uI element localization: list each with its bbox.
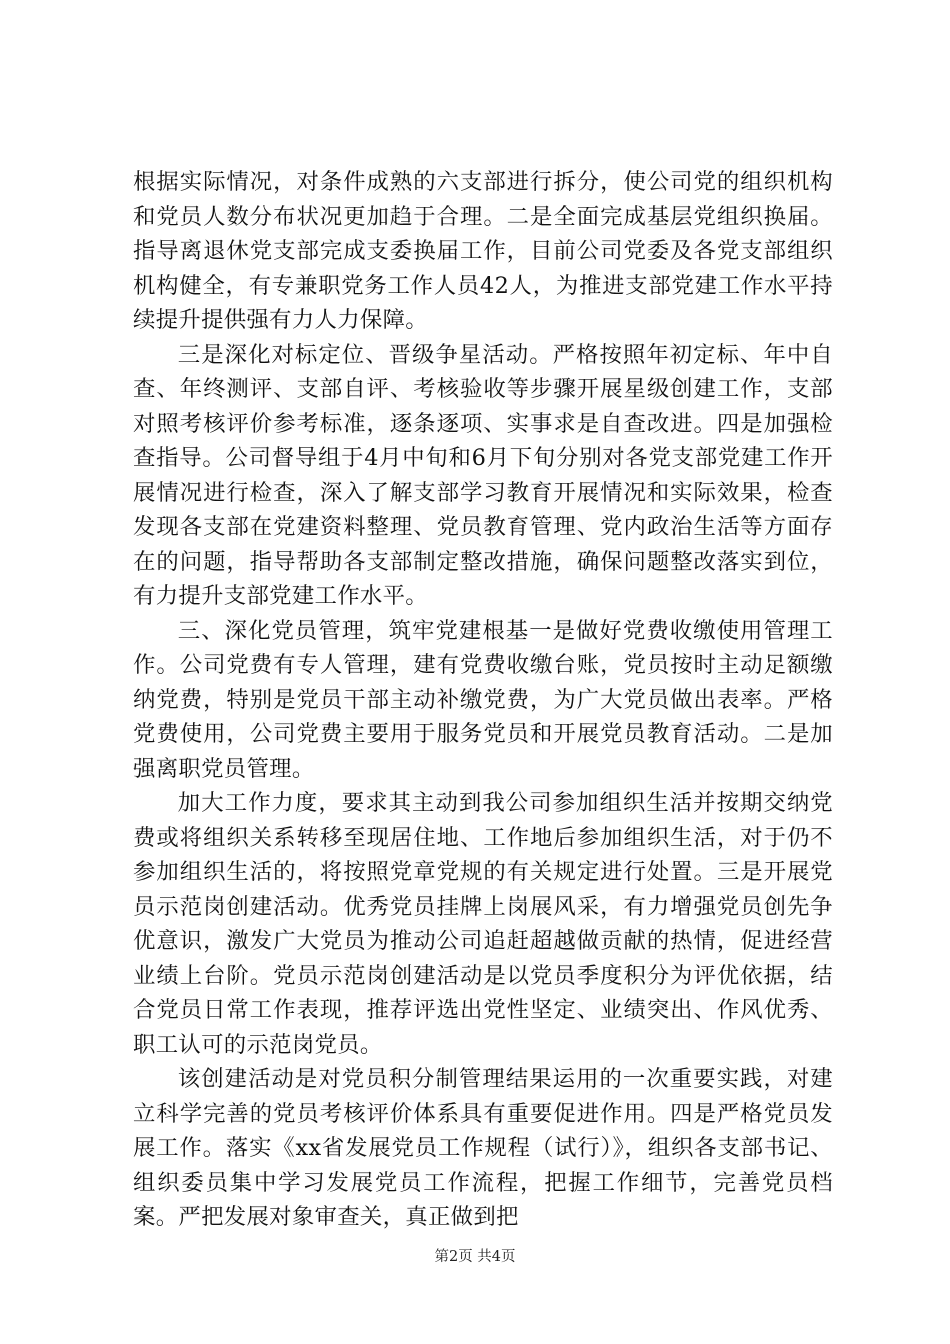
paragraph-continued: 根据实际情况，对条件成熟的六支部进行拆分，使公司党的组织机构和党员人数分布状况更加趋于合理。二是全面完成基层党组织换届。指导离退休党支部完成支委换届工作，目前公司党委及各党支部组织机构健全，有专兼职党务工作人员42人，为推进支部党建工作水平持续提升提供强有力人力保障。 (133, 169, 833, 333)
paragraph: 三、深化党员管理，筑牢党建根基一是做好党费收缴使用管理工作。公司党费有专人管理，建有党费收缴台账，党员按时主动足额缴纳党费，特别是党员干部主动补缴党费，为广大党员做出表率。严格党费使用，公司党费主要用于服务党员和开展党员教育活动。二是加强离职党员管理。 (133, 617, 833, 782)
paragraph: 加大工作力度，要求其主动到我公司参加组织生活并按期交纳党费或将组织关系转移至现居住地、工作地后参加组织生活，对于仍不参加组织生活的，将按照党章党规的有关规定进行处置。三是开展党员示范岗创建活动。优秀党员挂牌上岗展风采，有力增强党员创先争优意识，激发广大党员为推动公司追赶超越做贡献的热情，促进经营业绩上台阶。党员示范岗创建活动是以党员季度积分为评优依据，结合党员日常工作表现，推荐评选出党性坚定、业绩突出、作风优秀、职工认可的示范岗党员。 (133, 790, 833, 1058)
paragraph: 该创建活动是对党员积分制管理结果运用的一次重要实践，对建立科学完善的党员考核评价体系具有重要促进作用。四是严格党员发展工作。落实《xx省发展党员工作规程（试行）》，组织各支部书记、组织委员集中学习发展党员工作流程，把握工作细节，完善党员档案。严把发展对象审查关，真正做到把 (133, 1066, 833, 1230)
paragraph: 三是深化对标定位、晋级争星活动。严格按照年初定标、年中自查、年终测评、支部自评、考核验收等步骤开展星级创建工作，支部对照考核评价参考标准，逐条逐项、实事求是自查改进。四是加强检查指导。公司督导组于4月中旬和6月下旬分别对各党支部党建工作开展情况进行检查，深入了解支部学习教育开展情况和实际效果，检查发现各支部在党建资料整理、党员教育管理、党内政治生活等方面存在的问题，指导帮助各支部制定整改措施，确保问题整改落实到位，有力提升支部党建工作水平。 (133, 341, 833, 609)
page-number-footer: 第2页 共4页 (434, 1249, 516, 1265)
document-body (133, 165, 833, 1235)
